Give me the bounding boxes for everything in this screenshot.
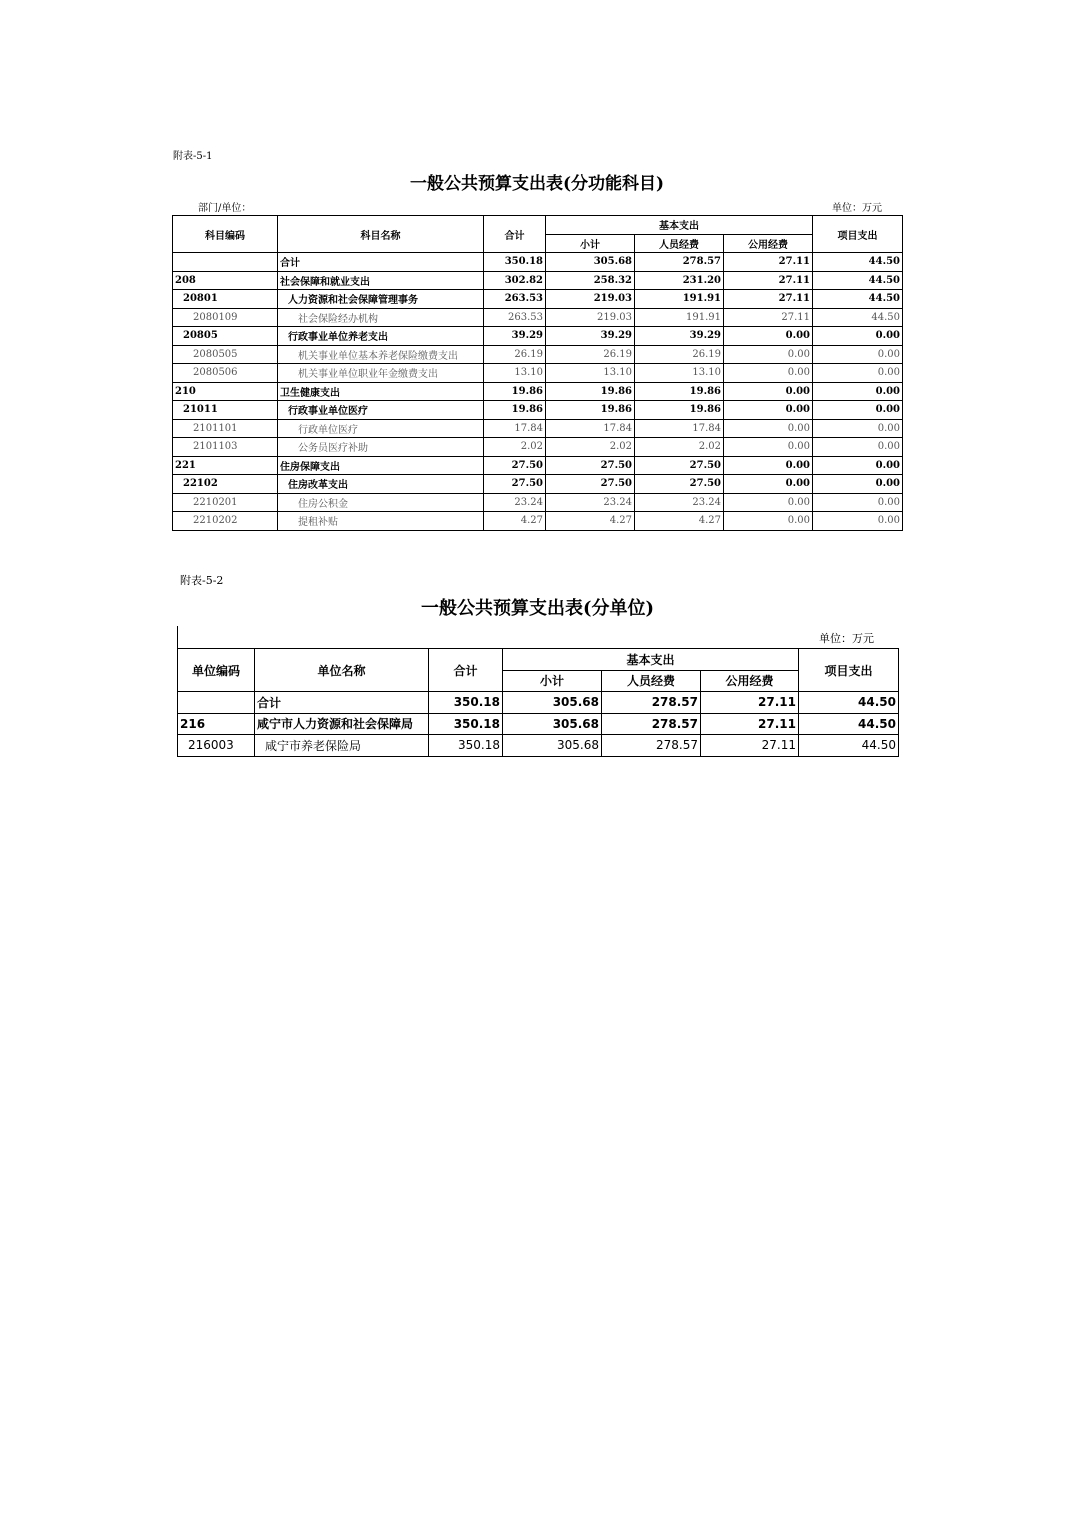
cell-personnel: 278.57 bbox=[602, 735, 701, 757]
cell-name: 机关事业单位职业年金缴费支出 bbox=[278, 364, 484, 383]
cell-total: 2.02 bbox=[484, 438, 546, 457]
cell-code: 221 bbox=[173, 456, 278, 475]
cell-project: 0.00 bbox=[813, 438, 903, 457]
cell-project: 44.50 bbox=[799, 735, 899, 757]
cell-name: 住房改革支出 bbox=[278, 475, 484, 494]
table-row bbox=[178, 692, 899, 714]
table-row bbox=[173, 253, 903, 272]
cell-personnel: 278.57 bbox=[602, 692, 701, 714]
table2-header-row bbox=[178, 649, 899, 671]
cell-code: 22102 bbox=[173, 475, 278, 494]
cell-project: 0.00 bbox=[813, 493, 903, 512]
cell-name: 社会保险经办机构 bbox=[278, 308, 484, 327]
cell-subtotal: 19.86 bbox=[546, 382, 635, 401]
cell-public: 27.11 bbox=[724, 290, 813, 309]
header-code: 科目编码 bbox=[173, 216, 278, 253]
table-row bbox=[173, 308, 903, 327]
cell-subtotal: 27.50 bbox=[546, 475, 635, 494]
table-row bbox=[173, 345, 903, 364]
header-total: 合计 bbox=[484, 216, 546, 253]
cell-code: 208 bbox=[173, 271, 278, 290]
cell-public: 27.11 bbox=[724, 253, 813, 272]
cell-name: 卫生健康支出 bbox=[278, 382, 484, 401]
cell-total: 350.18 bbox=[429, 735, 503, 757]
cell-personnel: 278.57 bbox=[635, 253, 724, 272]
table2-caption: 附表-5-2 bbox=[180, 574, 224, 587]
cell-public: 0.00 bbox=[724, 512, 813, 531]
cell-code: 20801 bbox=[173, 290, 278, 309]
header-personnel: 人员经费 bbox=[602, 670, 701, 692]
header-project: 项目支出 bbox=[813, 216, 903, 253]
cell-personnel: 4.27 bbox=[635, 512, 724, 531]
cell-public: 27.11 bbox=[724, 271, 813, 290]
cell-total: 263.53 bbox=[484, 308, 546, 327]
cell-total: 350.18 bbox=[484, 253, 546, 272]
header-subtotal: 小计 bbox=[546, 234, 635, 253]
header-public: 公用经费 bbox=[701, 670, 799, 692]
cell-total: 19.86 bbox=[484, 401, 546, 420]
header-code: 单位编码 bbox=[178, 649, 255, 692]
table-row bbox=[173, 401, 903, 420]
table2-unit-label: 单位：万元 bbox=[819, 632, 874, 645]
cell-total: 23.24 bbox=[484, 493, 546, 512]
cell-code: 2080109 bbox=[173, 308, 278, 327]
cell-name: 合计 bbox=[278, 253, 484, 272]
cell-project: 44.50 bbox=[799, 692, 899, 714]
cell-personnel: 27.50 bbox=[635, 475, 724, 494]
cell-public: 0.00 bbox=[724, 364, 813, 383]
table1-dept-label: 部门/单位： bbox=[198, 203, 252, 214]
cell-public: 0.00 bbox=[724, 327, 813, 346]
cell-project: 0.00 bbox=[813, 401, 903, 420]
table1-functional-expenditure bbox=[172, 215, 903, 531]
cell-personnel: 191.91 bbox=[635, 290, 724, 309]
table1-unit-label: 单位：万元 bbox=[832, 203, 882, 214]
cell-subtotal: 2.02 bbox=[546, 438, 635, 457]
cell-total: 302.82 bbox=[484, 271, 546, 290]
cell-name: 行政事业单位医疗 bbox=[278, 401, 484, 420]
cell-subtotal: 305.68 bbox=[503, 735, 602, 757]
cell-personnel: 27.50 bbox=[635, 456, 724, 475]
cell-total: 27.50 bbox=[484, 456, 546, 475]
cell-subtotal: 305.68 bbox=[503, 692, 602, 714]
cell-total: 13.10 bbox=[484, 364, 546, 383]
cell-subtotal: 23.24 bbox=[546, 493, 635, 512]
cell-subtotal: 219.03 bbox=[546, 308, 635, 327]
cell-name: 机关事业单位基本养老保险缴费支出 bbox=[278, 345, 484, 364]
cell-project: 0.00 bbox=[813, 475, 903, 494]
header-name: 科目名称 bbox=[278, 216, 484, 253]
cell-code bbox=[173, 253, 278, 272]
cell-code bbox=[178, 692, 255, 714]
cell-code: 20805 bbox=[173, 327, 278, 346]
cell-code: 210 bbox=[173, 382, 278, 401]
cell-name: 社会保障和就业支出 bbox=[278, 271, 484, 290]
cell-name: 咸宁市养老保险局 bbox=[255, 735, 429, 757]
table1-caption: 附表-5-1 bbox=[173, 151, 213, 162]
table1-title: 一般公共预算支出表(分功能科目) bbox=[409, 174, 665, 194]
cell-code: 2101101 bbox=[173, 419, 278, 438]
cell-public: 0.00 bbox=[724, 475, 813, 494]
table-row bbox=[173, 419, 903, 438]
cell-public: 0.00 bbox=[724, 401, 813, 420]
cell-code: 216 bbox=[178, 713, 255, 735]
cell-subtotal: 27.50 bbox=[546, 456, 635, 475]
cell-subtotal: 219.03 bbox=[546, 290, 635, 309]
cell-public: 0.00 bbox=[724, 456, 813, 475]
cell-personnel: 278.57 bbox=[602, 713, 701, 735]
header-personnel: 人员经费 bbox=[635, 234, 724, 253]
cell-personnel: 13.10 bbox=[635, 364, 724, 383]
header-total: 合计 bbox=[429, 649, 503, 692]
cell-subtotal: 305.68 bbox=[546, 253, 635, 272]
table-row bbox=[173, 493, 903, 512]
cell-project: 0.00 bbox=[813, 456, 903, 475]
cell-project: 0.00 bbox=[813, 364, 903, 383]
cell-project: 0.00 bbox=[813, 382, 903, 401]
table2-unit-expenditure bbox=[177, 648, 899, 757]
cell-public: 0.00 bbox=[724, 438, 813, 457]
table-row bbox=[178, 713, 899, 735]
cell-code: 21011 bbox=[173, 401, 278, 420]
cell-public: 0.00 bbox=[724, 419, 813, 438]
cell-total: 27.50 bbox=[484, 475, 546, 494]
cell-name: 人力资源和社会保障管理事务 bbox=[278, 290, 484, 309]
header-name: 单位名称 bbox=[255, 649, 429, 692]
cell-code: 2210202 bbox=[173, 512, 278, 531]
table-row bbox=[178, 735, 899, 757]
cell-subtotal: 4.27 bbox=[546, 512, 635, 531]
cell-name: 行政单位医疗 bbox=[278, 419, 484, 438]
table-row bbox=[173, 382, 903, 401]
cell-name: 公务员医疗补助 bbox=[278, 438, 484, 457]
header-public: 公用经费 bbox=[724, 234, 813, 253]
cell-name: 行政事业单位养老支出 bbox=[278, 327, 484, 346]
table2-left-rule bbox=[177, 626, 178, 648]
cell-personnel: 19.86 bbox=[635, 382, 724, 401]
cell-public: 0.00 bbox=[724, 345, 813, 364]
cell-public: 27.11 bbox=[724, 308, 813, 327]
cell-total: 350.18 bbox=[429, 692, 503, 714]
cell-project: 0.00 bbox=[813, 512, 903, 531]
header-project: 项目支出 bbox=[799, 649, 899, 692]
cell-name: 提租补贴 bbox=[278, 512, 484, 531]
cell-public: 27.11 bbox=[701, 713, 799, 735]
cell-project: 0.00 bbox=[813, 419, 903, 438]
cell-name: 住房公积金 bbox=[278, 493, 484, 512]
cell-subtotal: 305.68 bbox=[503, 713, 602, 735]
cell-name: 住房保障支出 bbox=[278, 456, 484, 475]
cell-personnel: 17.84 bbox=[635, 419, 724, 438]
cell-personnel: 191.91 bbox=[635, 308, 724, 327]
cell-project: 44.50 bbox=[813, 271, 903, 290]
cell-code: 2210201 bbox=[173, 493, 278, 512]
cell-project: 44.50 bbox=[813, 290, 903, 309]
cell-total: 263.53 bbox=[484, 290, 546, 309]
header-basic: 基本支出 bbox=[546, 216, 813, 235]
header-basic: 基本支出 bbox=[503, 649, 799, 671]
table-row bbox=[173, 475, 903, 494]
cell-public: 0.00 bbox=[724, 382, 813, 401]
cell-public: 27.11 bbox=[701, 735, 799, 757]
cell-name: 咸宁市人力资源和社会保障局 bbox=[255, 713, 429, 735]
cell-code: 2101103 bbox=[173, 438, 278, 457]
cell-code: 2080506 bbox=[173, 364, 278, 383]
cell-project: 0.00 bbox=[813, 345, 903, 364]
cell-project: 44.50 bbox=[813, 253, 903, 272]
cell-total: 4.27 bbox=[484, 512, 546, 531]
cell-subtotal: 26.19 bbox=[546, 345, 635, 364]
table1-header-row bbox=[173, 216, 903, 235]
cell-personnel: 23.24 bbox=[635, 493, 724, 512]
cell-subtotal: 17.84 bbox=[546, 419, 635, 438]
table-row bbox=[173, 456, 903, 475]
cell-personnel: 39.29 bbox=[635, 327, 724, 346]
cell-name: 合计 bbox=[255, 692, 429, 714]
cell-total: 350.18 bbox=[429, 713, 503, 735]
table2-title: 一般公共预算支出表(分单位) bbox=[420, 598, 655, 619]
cell-personnel: 19.86 bbox=[635, 401, 724, 420]
cell-personnel: 26.19 bbox=[635, 345, 724, 364]
cell-project: 0.00 bbox=[813, 327, 903, 346]
cell-public: 27.11 bbox=[701, 692, 799, 714]
cell-subtotal: 258.32 bbox=[546, 271, 635, 290]
cell-public: 0.00 bbox=[724, 493, 813, 512]
cell-project: 44.50 bbox=[799, 713, 899, 735]
table-row bbox=[173, 327, 903, 346]
cell-subtotal: 13.10 bbox=[546, 364, 635, 383]
table-row bbox=[173, 512, 903, 531]
cell-total: 19.86 bbox=[484, 382, 546, 401]
cell-subtotal: 19.86 bbox=[546, 401, 635, 420]
table-row bbox=[173, 438, 903, 457]
table-row bbox=[173, 271, 903, 290]
cell-total: 17.84 bbox=[484, 419, 546, 438]
table-row bbox=[173, 290, 903, 309]
header-subtotal: 小计 bbox=[503, 670, 602, 692]
cell-code: 216003 bbox=[178, 735, 255, 757]
cell-total: 39.29 bbox=[484, 327, 546, 346]
cell-personnel: 231.20 bbox=[635, 271, 724, 290]
cell-personnel: 2.02 bbox=[635, 438, 724, 457]
cell-total: 26.19 bbox=[484, 345, 546, 364]
cell-code: 2080505 bbox=[173, 345, 278, 364]
table-row bbox=[173, 364, 903, 383]
cell-subtotal: 39.29 bbox=[546, 327, 635, 346]
cell-project: 44.50 bbox=[813, 308, 903, 327]
